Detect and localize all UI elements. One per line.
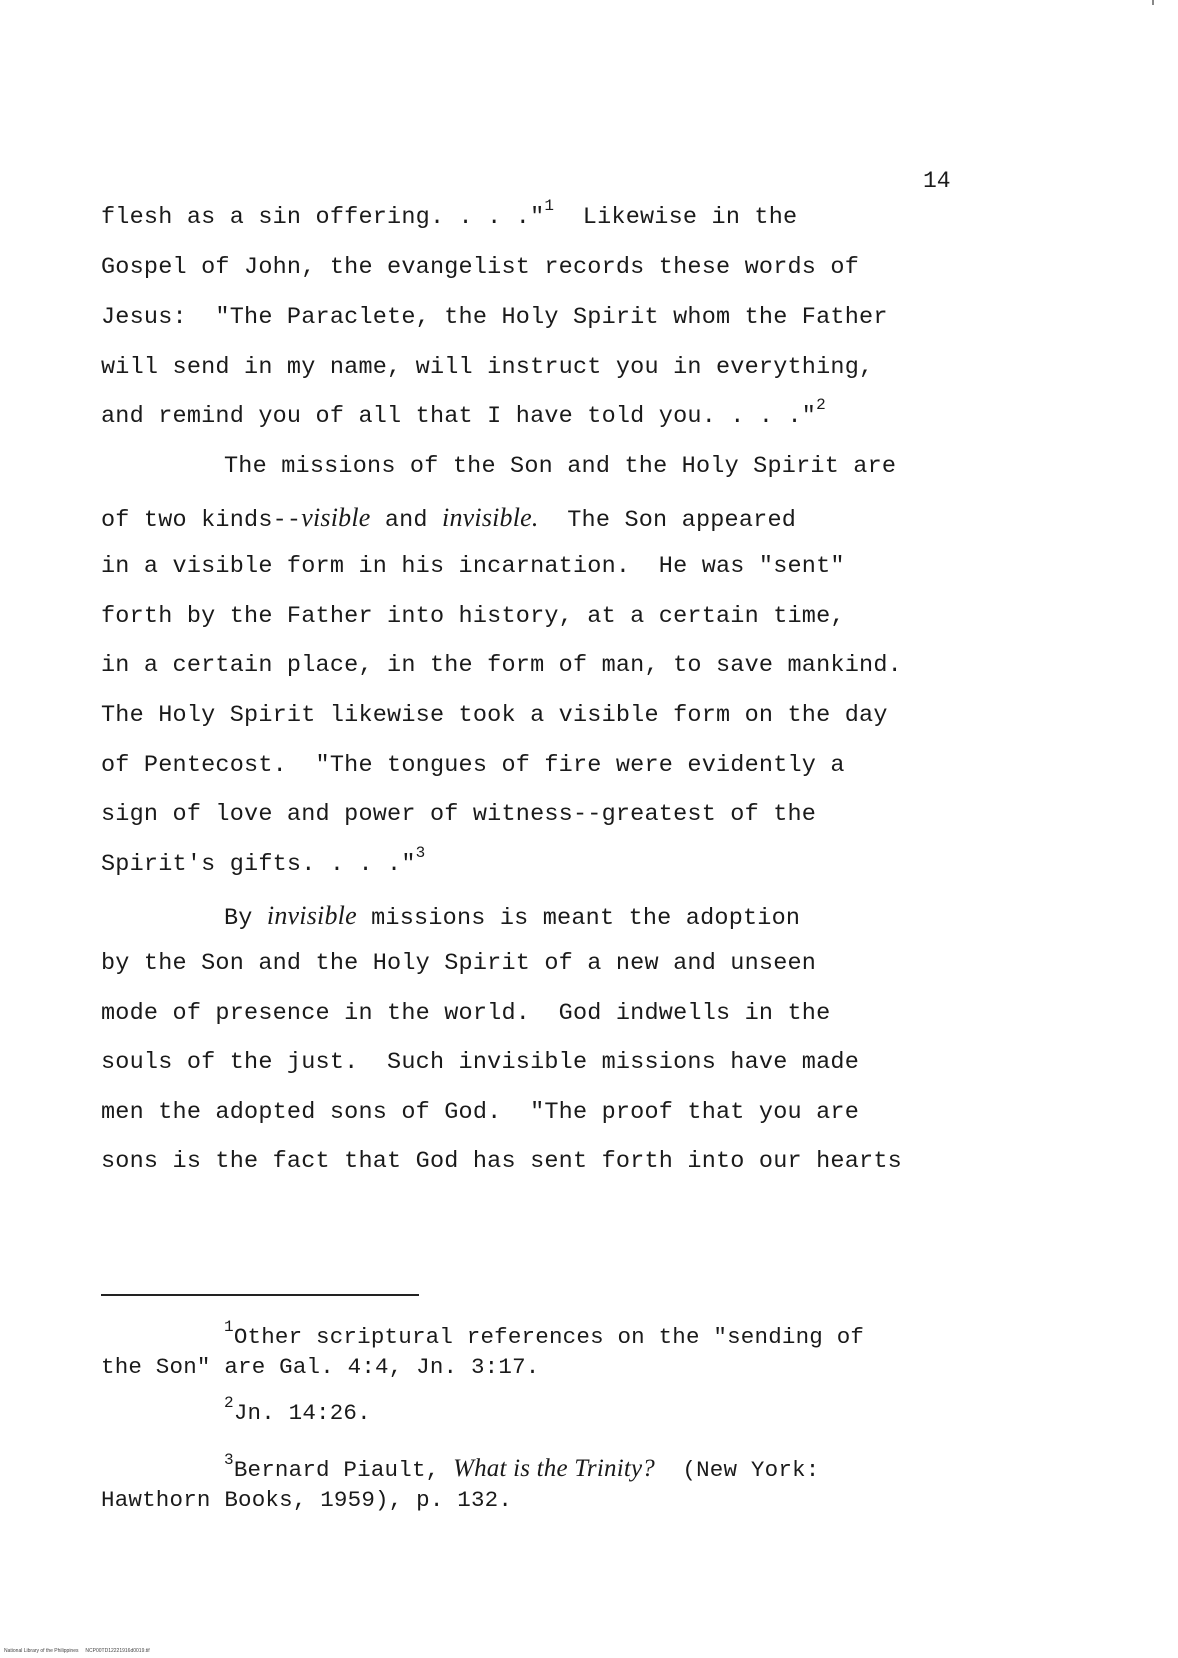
emphasis-visible: visible — [301, 503, 371, 532]
body-line-6: The missions of the Son and the Holy Spirit are — [224, 453, 897, 480]
body-line-4: will send in my name, will instruct you in everything, — [101, 354, 874, 381]
body-line-9: forth by the Father into history, at a certain time, — [101, 603, 845, 630]
body-line-19: men the adopted sons of God. "The proof that you are — [101, 1099, 860, 1126]
body-line-17: mode of presence in the world. God indwells in the — [101, 1000, 831, 1027]
body-line-11: The Holy Spirit likewise took a visible form on the day — [101, 702, 888, 729]
body-line-2: Gospel of John, the evangelist records these words of — [101, 254, 860, 281]
body-line-16: by the Son and the Holy Spirit of a new and unseen — [101, 950, 817, 977]
emphasis-invisible-2: invisible — [266, 901, 357, 930]
body-line-7: of two kinds--visible and invisible. The Son appeared — [101, 503, 797, 534]
footnote-marker-3: 3 — [224, 1450, 234, 1469]
body-line-18: souls of the just. Such invisible missions have made — [101, 1049, 860, 1076]
footnote-marker-1: 1 — [224, 1317, 234, 1336]
footnote-ref-1: 1 — [544, 197, 555, 216]
emphasis-invisible: invisible. — [442, 503, 539, 532]
footnote-2: $^2$Jn. 14:26. — [224, 1393, 371, 1426]
scan-footer: National Library of the Philippines NCP00TD12221916d0019.tif — [4, 1648, 150, 1654]
footnote-divider — [101, 1294, 419, 1296]
body-line-20: sons is the fact that God has sent forth into our hearts — [101, 1148, 902, 1175]
body-line-5: and remind you of all that I have told you. . . ."$^2$ — [101, 396, 826, 430]
body-line-3: Jesus: "The Paraclete, the Holy Spirit whom the Father — [101, 304, 888, 331]
footnote-1-line-2: the Son" are Gal. 4:4, Jn. 3:17. — [101, 1354, 540, 1380]
book-title: What is the Trinity? — [453, 1455, 655, 1482]
body-line-12: of Pentecost. "The tongues of fire were evidently a — [101, 752, 845, 779]
footnote-ref-3: 3 — [415, 844, 426, 863]
body-line-8: in a visible form in his incarnation. He was "sent" — [101, 553, 845, 580]
body-line-13: sign of love and power of witness--greatest of the — [101, 801, 817, 828]
body-line-1: flesh as a sin offering. . . ."$^1$ Likewise in the — [101, 197, 798, 231]
body-line-14: Spirit's gifts. . . ."$^3$ — [101, 844, 426, 878]
footnote-ref-2: 2 — [816, 396, 826, 415]
scan-mark — [1152, 0, 1154, 5]
footnote-1-line-1: $^1$Other scriptural references on the "sending of — [224, 1317, 865, 1350]
footnote-marker-2: 2 — [224, 1393, 234, 1412]
footnote-3-line-1: $^3$Bernard Piault, What is the Trinity? (New York: — [224, 1450, 820, 1483]
page-number: 14 — [923, 168, 951, 194]
body-line-10: in a certain place, in the form of man, to save mankind. — [101, 652, 902, 679]
body-line-15: By invisible missions is meant the adoption — [224, 901, 801, 932]
footnote-3-line-2: Hawthorn Books, 1959), p. 132. — [101, 1487, 513, 1513]
